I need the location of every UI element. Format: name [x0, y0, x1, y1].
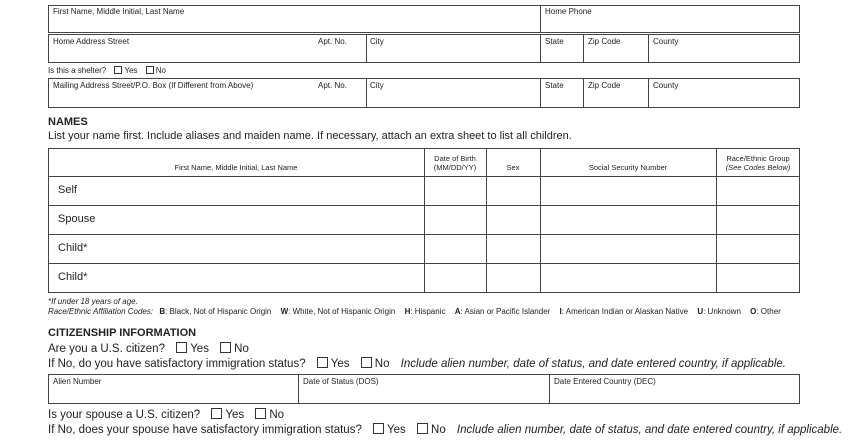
- names-heading: NAMES: [48, 116, 88, 128]
- apt-label: Apt. No.: [318, 37, 347, 46]
- immigration-note: Include alien number, date of status, and date entered country, if applicable.: [400, 358, 786, 370]
- code-text: : Unknown: [703, 307, 741, 316]
- race-line1: Race/Ethnic Group: [726, 154, 790, 163]
- citizen-yes-label: Yes: [190, 343, 209, 355]
- spouse-immigration-yes-label: Yes: [387, 424, 406, 436]
- mailing-address-label: Mailing Address Street/P.O. Box (If Different from Above): [53, 81, 254, 90]
- row-label-self: Self: [58, 184, 77, 196]
- mailing-county-label: County: [653, 81, 679, 90]
- shelter-no-label: No: [155, 66, 167, 75]
- shelter-yes-label: Yes: [124, 66, 138, 75]
- home-phone-label: Home Phone: [545, 7, 592, 16]
- col-header-race: [716, 154, 800, 172]
- immigration-no-label: No: [374, 358, 390, 370]
- code-letter: B: [159, 307, 166, 316]
- code-letter: A: [454, 307, 461, 316]
- mailing-zip-label: Zip Code: [588, 81, 621, 90]
- shelter-question: [48, 66, 166, 75]
- citizenship-heading: CITIZENSHIP INFORMATION: [48, 327, 197, 339]
- spouse-citizen-no-checkbox[interactable]: [255, 408, 266, 419]
- col-header-dob: [424, 154, 486, 172]
- code-text: : Hispanic: [410, 307, 446, 316]
- divider: [540, 78, 541, 108]
- code-text: : American Indian or Alaskan Native: [561, 307, 689, 316]
- divider: [583, 34, 584, 63]
- divider: [648, 78, 649, 108]
- race-codes-label: Race/Ethnic Affiliation Codes:: [48, 307, 154, 316]
- divider: [583, 78, 584, 108]
- immigration-yes-label: Yes: [330, 358, 350, 370]
- date-of-status-label: Date of Status (DOS): [303, 377, 379, 386]
- citizen-yes-checkbox[interactable]: [176, 342, 187, 353]
- spouse-immigration-no-label: No: [431, 424, 446, 436]
- divider: [540, 34, 541, 63]
- spouse-citizen-question: [48, 408, 284, 421]
- full-name-label: First Name, Middle Initial, Last Name: [53, 7, 185, 16]
- code-letter: W: [280, 307, 289, 316]
- spouse-immigration-no-checkbox[interactable]: [417, 423, 428, 434]
- citizen-question: [48, 342, 249, 355]
- code-text: : White, Not of Hispanic Origin: [288, 307, 396, 316]
- spouse-immigration-note: Include alien number, date of status, and date entered country, if applicable.: [456, 424, 843, 436]
- spouse-citizen-yes-label: Yes: [225, 409, 245, 421]
- code-letter: H: [404, 307, 411, 316]
- divider: [540, 5, 541, 33]
- divider: [298, 374, 299, 404]
- spouse-citizen-question-text: Is your spouse a U.S. citizen?: [48, 409, 201, 421]
- mailing-city-label: City: [370, 81, 384, 90]
- row-label-child-1: Child*: [58, 242, 88, 254]
- spouse-citizen-no-label: No: [269, 409, 285, 421]
- divider: [549, 374, 550, 404]
- dob-line2: (MM/DD/YY): [433, 163, 477, 172]
- spouse-immigration-question-text: If No, does your spouse have satisfactory immigration status?: [48, 424, 362, 436]
- date-entered-label: Date Entered Country (DEC): [554, 377, 656, 386]
- immigration-question-text: If No, do you have satisfactory immigration status?: [48, 358, 306, 370]
- col-header-ssn: Social Security Number: [588, 163, 668, 172]
- code-text: : Asian or Pacific Islander: [460, 307, 551, 316]
- mailing-state-label: State: [545, 81, 564, 90]
- alien-info-row: [48, 374, 800, 404]
- names-instruction: List your name first. Include aliases and maiden name. If necessary, attach an extra sheet to list all children.: [48, 130, 572, 142]
- code-letter: O: [750, 307, 757, 316]
- code-letter: I: [559, 307, 562, 316]
- mailing-apt-label: Apt. No.: [318, 81, 347, 90]
- citizen-no-checkbox[interactable]: [220, 342, 231, 353]
- shelter-yes-checkbox[interactable]: [114, 66, 122, 74]
- immigration-no-checkbox[interactable]: [361, 357, 372, 368]
- shelter-no-checkbox[interactable]: [146, 66, 154, 74]
- code-text: : Black, Not of Hispanic Origin: [165, 307, 272, 316]
- spouse-citizen-yes-checkbox[interactable]: [211, 408, 222, 419]
- col-header-name: First Name, Middle Initial, Last Name: [174, 163, 298, 172]
- spouse-immigration-question: [48, 423, 842, 436]
- home-address-label: Home Address Street: [53, 37, 130, 46]
- immigration-question: [48, 357, 786, 370]
- dob-line1: Date of Birth: [434, 154, 476, 163]
- shelter-question-text: Is this a shelter?: [48, 66, 107, 75]
- state-label: State: [545, 37, 564, 46]
- citizen-no-label: No: [234, 343, 249, 355]
- divider: [366, 78, 367, 108]
- city-label: City: [370, 37, 384, 46]
- divider: [366, 34, 367, 63]
- home-address-row: [48, 34, 800, 63]
- row-label-child-2: Child*: [58, 271, 88, 283]
- race-codes-line: [48, 307, 781, 316]
- divider: [648, 34, 649, 63]
- citizen-question-text: Are you a U.S. citizen?: [48, 343, 165, 355]
- race-line2: (See Codes Below): [725, 163, 791, 172]
- immigration-yes-checkbox[interactable]: [317, 357, 328, 368]
- footnote: *If under 18 years of age.: [48, 297, 138, 306]
- zip-label: Zip Code: [588, 37, 621, 46]
- code-text: : Other: [756, 307, 781, 316]
- county-label: County: [653, 37, 679, 46]
- code-letter: U: [697, 307, 704, 316]
- spouse-immigration-yes-checkbox[interactable]: [373, 423, 384, 434]
- row-label-spouse: Spouse: [58, 213, 96, 225]
- alien-number-label: Alien Number: [53, 377, 102, 386]
- col-header-sex: Sex: [506, 163, 520, 172]
